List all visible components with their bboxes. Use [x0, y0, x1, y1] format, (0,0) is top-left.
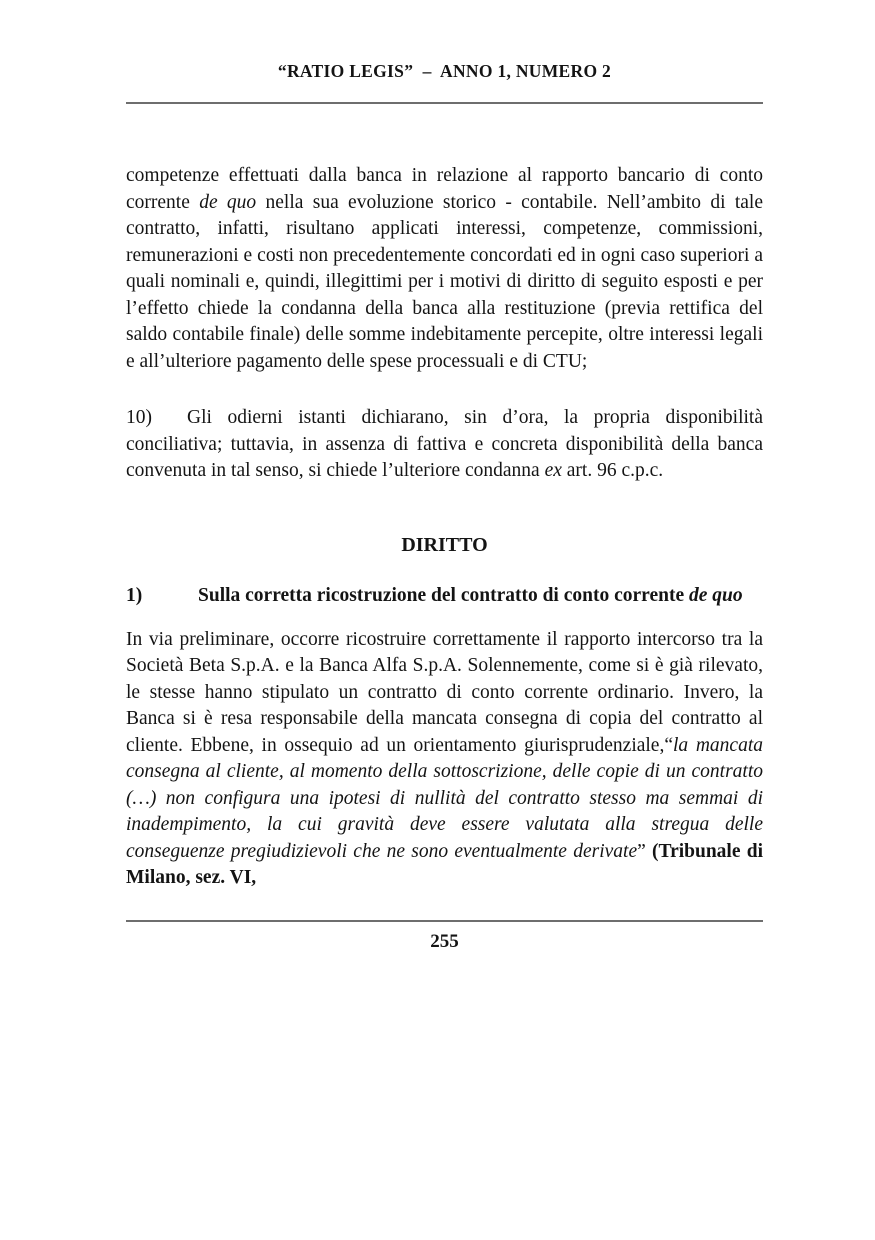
journal-header-title: “RATIO LEGIS” – ANNO 1, NUMERO 2 [277, 61, 612, 81]
latin-term-italic: de quo [689, 585, 743, 606]
latin-term-italic: ex [544, 460, 562, 481]
paragraph-text: nella sua evoluzione storico - contabile. Nell’ambito di tale contratto, infatti, risultano applicati interessi, competenze, commissioni, remunerazioni e costi non precedentemente concordati ed in ogni caso superiori a quali nominali e, quindi, illegittimi per i motivi di diritto di seguito esposti e per l’effetto chiede la condanna della banca alla restituzione (previa rettifica del saldo contabile finale) delle somme indebitamente percepite, oltre interessi legali e all’ulteriore pagamento delle spese processuali e di CTU; [126, 191, 764, 372]
latin-term-italic: de quo [199, 191, 257, 213]
paragraph-diritto-body [126, 627, 763, 892]
court-citation-bold: (Tribunale di Milano, sez. VI, [126, 840, 764, 888]
paragraph-claims-continuation [126, 163, 763, 375]
paragraph-text: art. 96 c.p.c. [561, 460, 664, 481]
paragraph-item-10 [126, 405, 763, 485]
footer-divider [126, 920, 763, 922]
list-number: 10) [126, 407, 152, 428]
subsection-heading-text: Sulla corretta ricostruzione del contratto di conto corrente [198, 585, 689, 606]
subsection-heading-1 [126, 583, 763, 610]
case-law-quote-italic: la mancata consegna al cliente, al momento della sottoscrizione, delle copie di un contratto (…) non configura una ipotesi di nullità del contratto stesso ma semmai di inadempimento, la cui gravità deve essere valutata alla stregua delle conseguenze pregiudizievoli che ne sono eventualmente derivate [126, 734, 763, 862]
paragraph-text: competenze effettuati dalla banca in relazione al rapporto bancario di conto corrente [126, 165, 763, 213]
header-divider [126, 102, 763, 104]
paragraph-text: ” [637, 840, 646, 862]
section-heading-diritto: DIRITTO [401, 533, 488, 556]
page-content-column [126, 0, 763, 954]
list-number: 1) [126, 585, 143, 606]
paragraph-text: Gli odierni istanti dichiarano, sin d’ora, la propria disponibilità conciliativa; tuttavia, in assenza di fattiva e concreta disponibilità della banca convenuta in tal senso, si chiede l’ulteriore condanna [126, 407, 763, 481]
page-number: 255 [430, 930, 459, 952]
paragraph-text: In via preliminare, occorre ricostruire correttamente il rapporto intercorso tra la Società Beta S.p.A. e la Banca Alfa S.p.A. Solennemente, come si è già rilevato, le stesse hanno stipulato un contratto di conto corrente ordinario. Invero, la Banca si è resa responsabile della mancata consegna di copia del contratto al cliente. Ebbene, in ossequio ad un orientamento giurisprudenziale,“ [126, 628, 763, 756]
